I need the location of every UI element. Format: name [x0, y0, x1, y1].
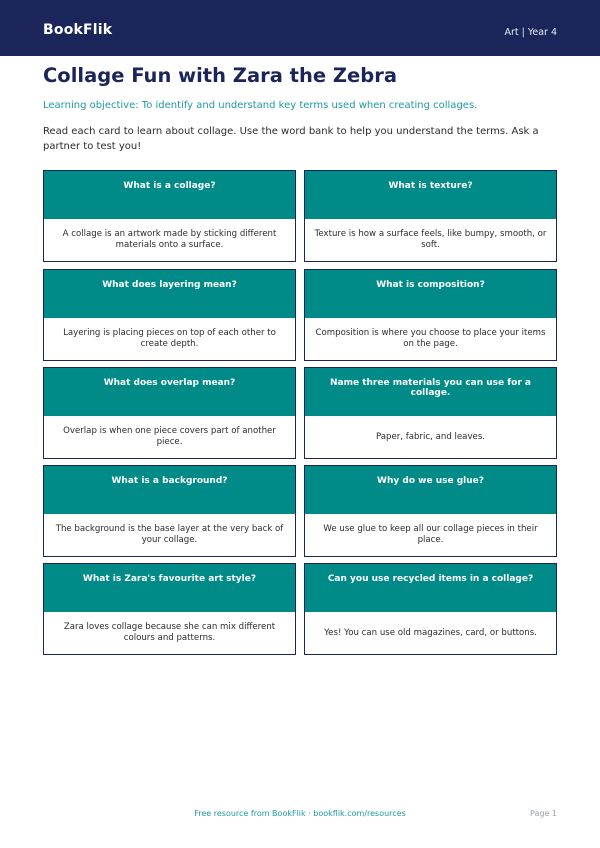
card-question: What is texture? [305, 171, 556, 219]
question-card [304, 367, 557, 459]
card-answer: Yes! You can use old magazines, card, or buttons. [324, 627, 537, 638]
card-question: Can you use recycled items in a collage? [305, 564, 556, 612]
question-card [43, 563, 296, 655]
card-question: What is Zara's favourite art style? [44, 564, 295, 612]
page-header [0, 0, 600, 56]
card-answer: Composition is where you choose to place your items on the page. [315, 328, 546, 349]
question-card [304, 269, 557, 361]
card-answer: Paper, fabric, and leaves. [375, 431, 486, 442]
card-question: Why do we use glue? [305, 466, 556, 514]
card-question: Name three materials you can use for a collage. [305, 368, 556, 416]
card-question: What is composition? [305, 270, 556, 318]
card-answer: A collage is an artwork made by sticking different materials onto a surface. [62, 229, 277, 250]
instructions-text: Read each card to learn about collage. Use the word bank to help you understand the terms. Ask a partner to test you! [43, 126, 539, 152]
brand-logo[interactable]: BookFlik [43, 22, 113, 38]
card-answer: Overlap is when one piece covers part of another piece. [63, 426, 276, 447]
question-card [304, 170, 557, 262]
page-number: Page 1 [530, 809, 557, 818]
card-question: What is a background? [44, 466, 295, 514]
question-card [304, 563, 557, 655]
question-card [43, 465, 296, 557]
card-answer: Layering is placing pieces on top of each other to create depth. [63, 328, 276, 349]
learning-objective: Learning objective: To identify and understand key terms used when creating collages. [43, 100, 478, 111]
footer-resource-link[interactable]: Free resource from BookFlik · bookflik.com/resources [194, 809, 406, 818]
card-answer: The background is the base layer at the very back of your collage. [55, 524, 284, 545]
question-card [304, 465, 557, 557]
card-answer: We use glue to keep all our collage pieces in their place. [323, 524, 538, 545]
subject-year-label: Art | Year 4 [504, 27, 557, 38]
question-card [43, 367, 296, 459]
card-answer: Zara loves collage because she can mix different colours and patterns. [63, 622, 276, 643]
question-card [43, 269, 296, 361]
card-question: What does overlap mean? [44, 368, 295, 416]
card-question: What does layering mean? [44, 270, 295, 318]
card-question: What is a collage? [44, 171, 295, 219]
page-title: Collage Fun with Zara the Zebra [43, 64, 397, 87]
question-card [43, 170, 296, 262]
card-answer: Texture is how a surface feels, like bumpy, smooth, or soft. [314, 229, 547, 250]
